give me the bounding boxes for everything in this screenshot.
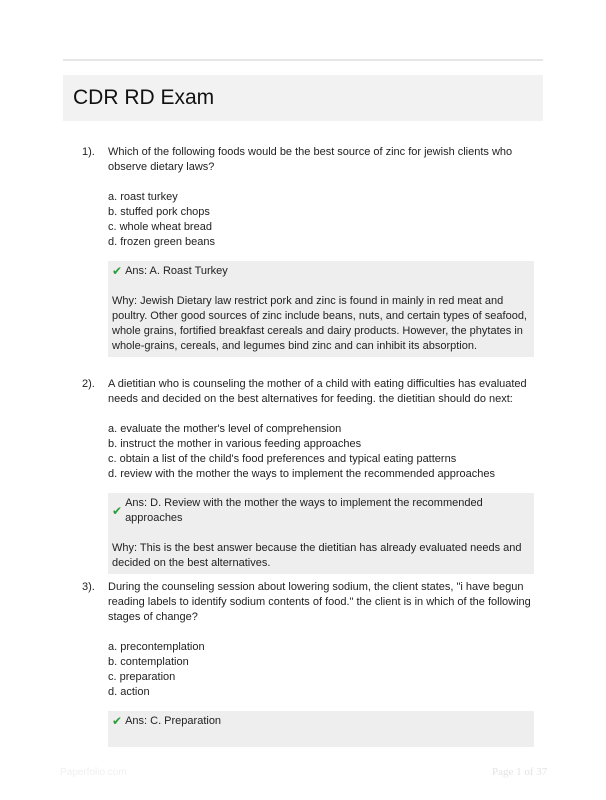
option-a: a. roast turkey	[108, 191, 178, 203]
option-c: c. whole wheat bread	[108, 221, 212, 233]
answer-explanation: Why: This is the best answer because the dietitian has already evaluated needs and decided on the best alternatives.	[112, 542, 522, 569]
footer-site-watermark: Paperfolio.com	[60, 767, 127, 778]
option-a: a. evaluate the mother's level of comprehension	[108, 423, 342, 435]
option-list	[108, 190, 534, 250]
question-2	[63, 377, 543, 574]
option-d: d. review with the mother the ways to implement the recommended approaches	[108, 468, 496, 480]
question-number: 2).	[82, 378, 95, 390]
answer-text: Ans: D. Review with the mother the ways to implement the recommended approaches	[125, 497, 483, 524]
option-c: c. obtain a list of the child's food preferences and typical eating patterns	[108, 453, 457, 465]
answer-box	[108, 711, 534, 747]
top-divider	[63, 59, 543, 61]
option-b: b. contemplation	[108, 656, 189, 668]
answer-text: Ans: C. Preparation	[125, 715, 222, 727]
checkmark-icon: ✔	[112, 714, 123, 728]
question-number: 1).	[82, 146, 95, 158]
question-text: During the counseling session about lowering sodium, the client states, "i have begun reading labels to identify sodium contents of food." the client is in which of the following stages of change?	[108, 581, 531, 623]
option-list	[108, 640, 534, 700]
question-number: 3).	[82, 581, 95, 593]
option-c: c. preparation	[108, 671, 176, 683]
title-banner	[63, 75, 543, 121]
footer-page-number: Page 1 of 37	[492, 766, 548, 778]
answer-explanation: Why: Jewish Dietary law restrict pork and zinc is found in mainly in red meat and poultry. Other good sources of zinc include beans, nuts, and certain types of seafood, whole grains, fortified breakfast cereals and dairy products. However, the phytates in whole-grains, cereals, and legumes bind zinc and can inhibit its absorption.	[112, 295, 527, 352]
checkmark-icon: ✔	[112, 264, 123, 278]
option-d: d. frozen green beans	[108, 236, 216, 248]
option-d: d. action	[108, 686, 150, 698]
answer-text: Ans: A. Roast Turkey	[125, 265, 228, 277]
question-text: Which of the following foods would be the best source of zinc for jewish clients who observe dietary laws?	[108, 146, 513, 173]
question-text: A dietitian who is counseling the mother of a child with eating difficulties has evaluated needs and decided on the best alternatives for feeding. the dietitian should do next:	[108, 378, 527, 405]
option-b: b. stuffed pork chops	[108, 206, 210, 218]
page-title: CDR RD Exam	[73, 86, 215, 109]
option-list	[108, 422, 534, 482]
answer-box	[108, 493, 534, 574]
checkmark-icon: ✔	[112, 503, 123, 518]
answer-box	[108, 261, 534, 357]
question-3	[63, 580, 543, 747]
question-1	[63, 145, 543, 357]
option-b: b. instruct the mother in various feeding approaches	[108, 438, 362, 450]
option-a: a. precontemplation	[108, 641, 205, 653]
